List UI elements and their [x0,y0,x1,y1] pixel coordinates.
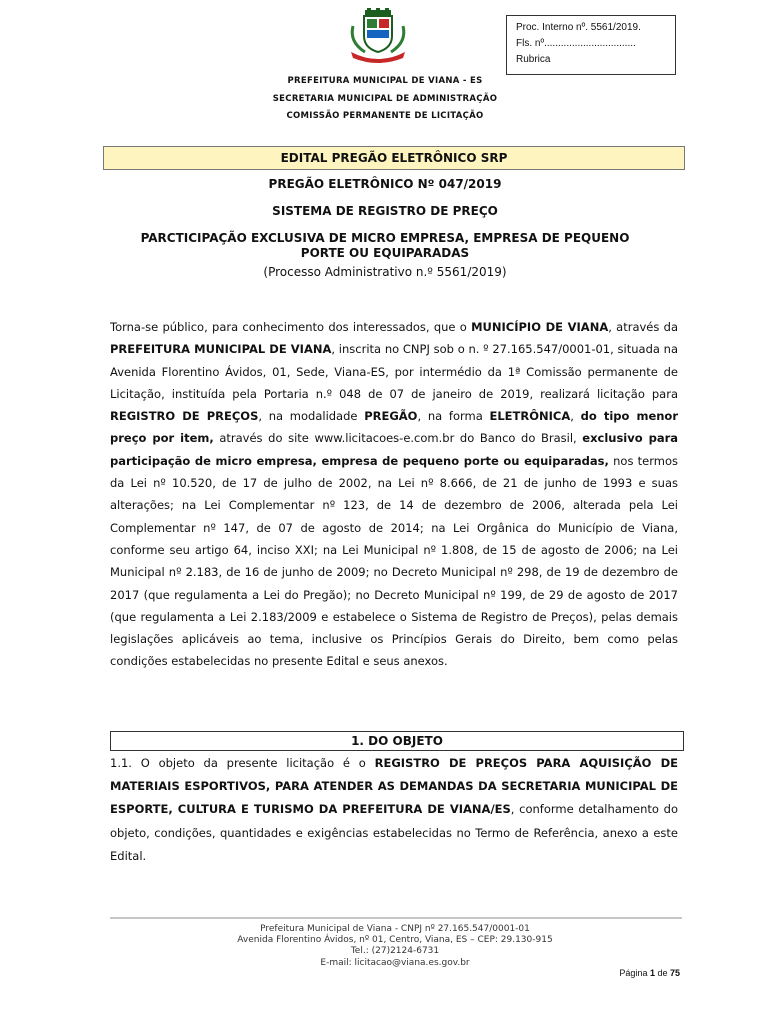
pregao-number: PREGÃO ELETRÔNICO Nº 047/2019 [268,177,502,191]
footer-divider [110,917,682,919]
folio-number: Fls. nº................................. [516,38,636,49]
section-1-paragraph: 1.1. O objeto da presente licitação é o REGISTRO DE PREÇOS PARA AQUISIÇÃO DE MATERIAIS ESPORTIVOS, PARA ATENDER AS DEMANDAS DA SECRETARIA MUNICIPAL DE ESPORTE, CULTURA E TURISMO DA PREFEITURA DE VIANA/ES, conforme detalhamento do objeto, condições, quantidades e exigências estabelecidas no Termo de Referência, anexo a este Edital. [110,756,678,863]
page-number: Página 1 de 75 [619,968,680,978]
coat-of-arms-icon [345,8,411,64]
footer-cnpj: Prefeitura Municipal de Viana - CNPJ nº 27.165.547/0001-01 [260,924,530,934]
sistema-registro: SISTEMA DE REGISTRO DE PREÇO [272,204,498,218]
email-link[interactable]: licitacao@viana.es.gov.br [354,958,470,968]
intro-paragraph: Torna-se público, para conhecimento dos interessados, que o MUNICÍPIO DE VIANA, através da PREFEITURA MUNICIPAL DE VIANA, inscrita no CNPJ sob o n. º 27.165.547/0001-01, situada na Avenida Florentino Ávidos, 01, Sede, Viana-ES, por intermédio da 1ª Comissão permanente de Licitação, instituída pela Portaria n.º 048 de 07 de janeiro de 2019, realizará licitação para REGISTRO DE PREÇOS, na modalidade PREGÃO, na forma ELETRÔNICA, do tipo menor preço por item, através do site www.licitacoes-e.com.br do Banco do Brasil, exclusivo para participação de micro empresa, empresa de pequeno porte ou equiparadas, nos termos da Lei nº 10.520, de 17 de julho de 2002, na Lei nº 8.666, de 21 de junho de 1993 e suas alterações; na Lei Complementar nº 123, de 14 de dezembro de 2006, alterada pela Lei Complementar nº 147, de 07 de agosto de 2014; na Lei Orgânica do Município de Viana, conforme seu artigo 64, inciso XXI; na Lei Municipal nº 1.808, de 15 de agosto de 2006; na Lei Municipal nº 2.183, de 16 de junho de 2009; no Decreto Municipal nº 298, de 19 de dezembro de 2017 (que regulamenta a Lei do Pregão); no Decreto Municipal nº 199, de 29 de agosto de 2017 (que regulamenta a Lei 2.183/2009 e estabelece o Sistema de Registro de Preços), pelas demais legislações aplicáveis ao tema, inclusive os Princípios Gerais do Direito, bem como pelas condições estabelecidas no presente Edital e seus anexos. [110,320,679,669]
participacao-line-1: PARCTICIPAÇÃO EXCLUSIVA DE MICRO EMPRESA, EMPRESA DE PEQUENO [140,231,630,245]
process-number: Proc. Interno nº. 5561/2019. [516,22,641,33]
section-1-heading: 1. DO OBJETO [110,731,684,751]
footer-email: E-mail: licitacao@viana.es.gov.br [320,958,470,968]
org-secretaria: SECRETARIA MUNICIPAL DE ADMINISTRAÇÃO [272,94,498,104]
rubrica-label: Rubrica [516,54,551,65]
participacao-line-2: PORTE OU EQUIPARADAS [300,246,470,260]
footer-address: Avenida Florentino Ávidos, nº 01, Centro, Viana, ES – CEP: 29.130-915 [237,935,553,945]
process-info-box [506,15,676,75]
processo-administrativo: (Processo Administrativo n.º 5561/2019) [263,265,507,279]
footer-phone: Tel.: (27)2124-6731 [350,946,440,956]
org-comissao: COMISSÃO PERMANENTE DE LICITAÇÃO [286,111,484,121]
edital-title-box: EDITAL PREGÃO ELETRÔNICO SRP [103,146,685,170]
org-name: PREFEITURA MUNICIPAL DE VIANA - ES [287,76,483,86]
